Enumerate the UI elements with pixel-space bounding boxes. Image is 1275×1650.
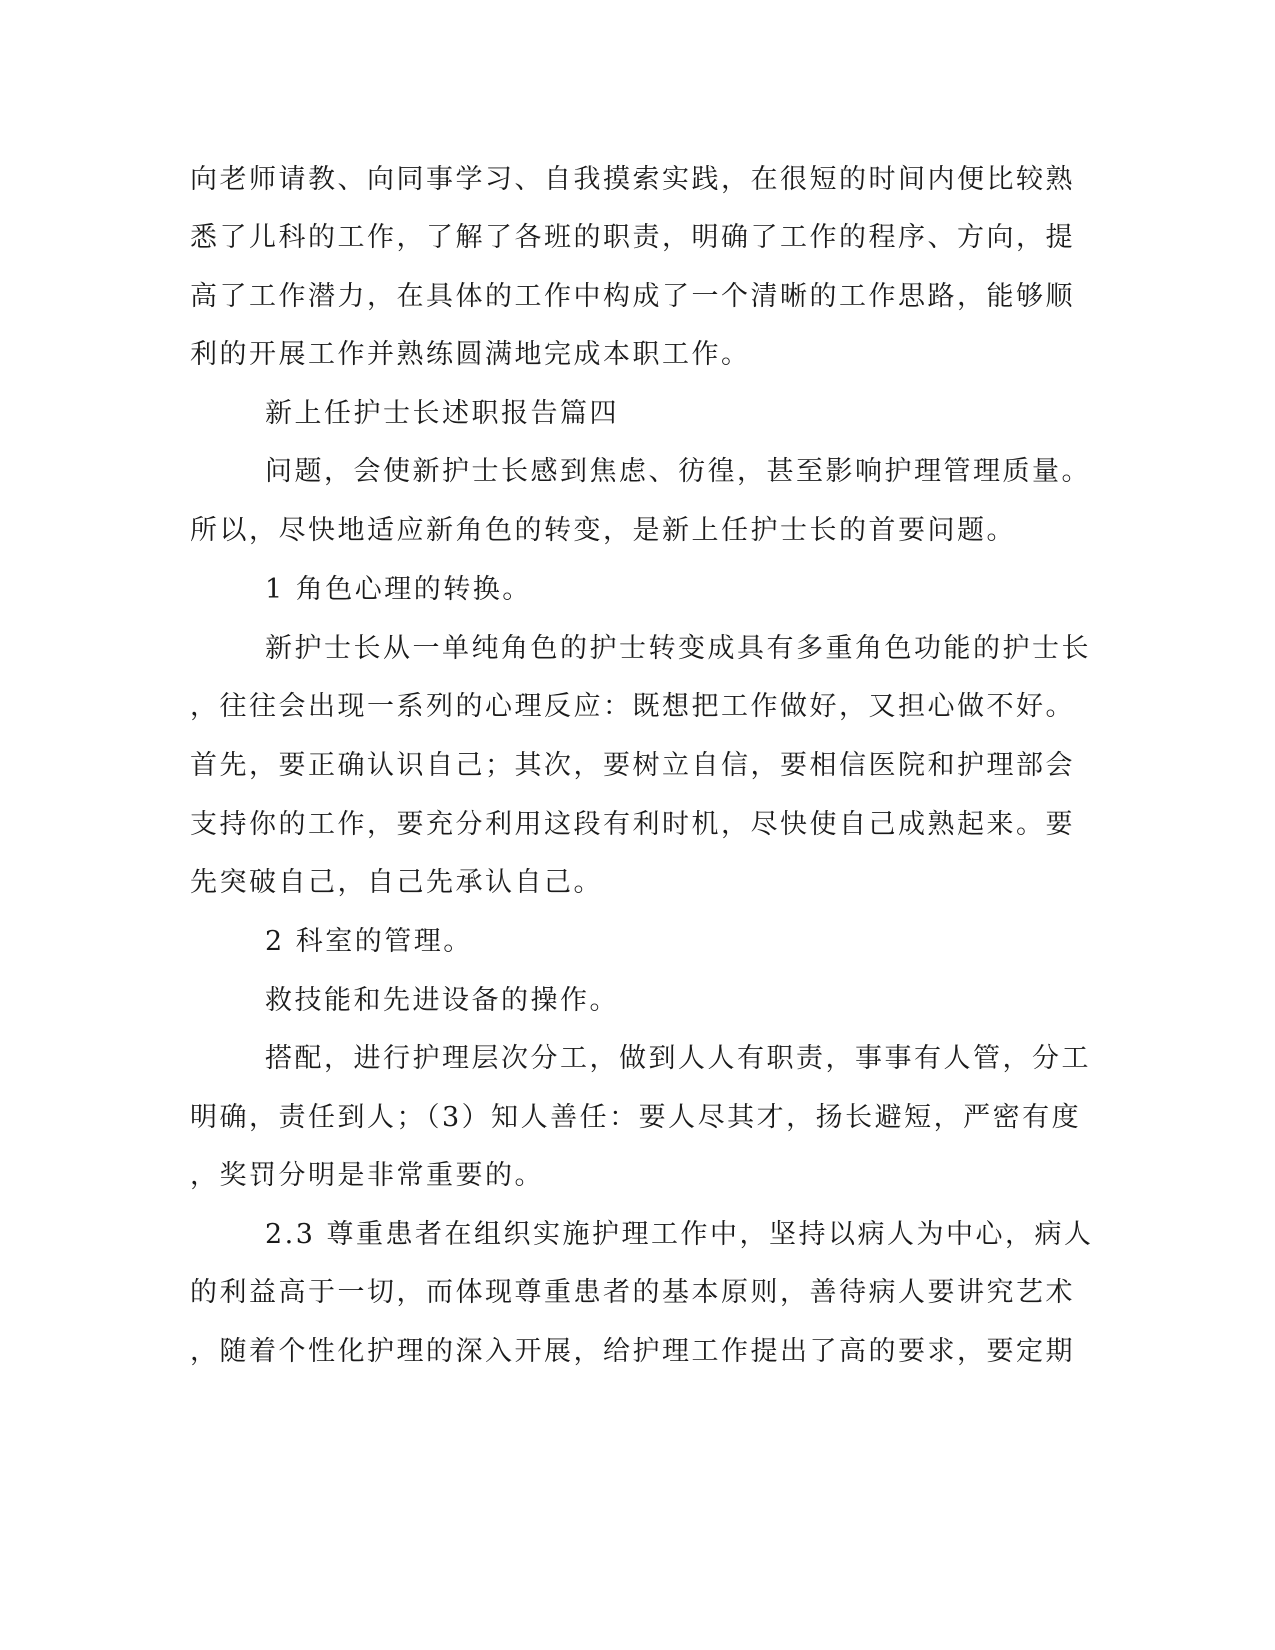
section-heading: 新上任护士长述职报告篇四 — [265, 398, 619, 429]
body-text-line: 利的开展工作并熟练圆满地完成本职工作。 — [190, 339, 751, 370]
body-text-line: 问题，会使新护士长感到焦虑、彷徨，甚至影响护理管理质量。 — [265, 456, 1091, 487]
subheading: 1 角色心理的转换。 — [265, 574, 532, 605]
body-text-line: 所以，尽快地适应新角色的转变，是新上任护士长的首要问题。 — [190, 515, 1016, 546]
body-text-line: 向老师请教、向同事学习、自我摸索实践，在很短的时间内便比较熟 — [190, 164, 1075, 195]
body-text-line: 的利益高于一切，而体现尊重患者的基本原则，善待病人要讲究艺术 — [190, 1277, 1075, 1308]
body-text-line: 新护士长从一单纯角色的护士转变成具有多重角色功能的护士长 — [265, 633, 1091, 664]
body-text-line: 支持你的工作，要充分利用这段有利时机，尽快使自己成熟起来。要 — [190, 809, 1075, 840]
body-text-line: 先突破自己，自己先承认自己。 — [190, 867, 603, 898]
body-text-line: 首先，要正确认识自己；其次，要树立自信，要相信医院和护理部会 — [190, 750, 1075, 781]
body-text-line: 搭配，进行护理层次分工，做到人人有职责，事事有人管，分工 — [265, 1043, 1091, 1074]
body-text-line: ，往往会出现一系列的心理反应：既想把工作做好，又担心做不好。 — [190, 691, 1075, 722]
subheading: 2 科室的管理。 — [265, 926, 473, 957]
body-text-line: ，随着个性化护理的深入开展，给护理工作提出了高的要求，要定期 — [190, 1336, 1075, 1367]
body-text-line: 悉了儿科的工作，了解了各班的职责，明确了工作的程序、方向，提 — [190, 222, 1075, 253]
body-text-line: 明确，责任到人；（3）知人善任：要人尽其才，扬长避短，严密有度 — [190, 1102, 1082, 1133]
body-text-line: 2.3 尊重患者在组织实施护理工作中，坚持以病人为中心，病人 — [265, 1219, 1094, 1250]
body-text-line: 救技能和先进设备的操作。 — [265, 985, 619, 1016]
body-text-line: 高了工作潜力，在具体的工作中构成了一个清晰的工作思路，能够顺 — [190, 281, 1075, 312]
body-text-line: ，奖罚分明是非常重要的。 — [190, 1160, 544, 1191]
